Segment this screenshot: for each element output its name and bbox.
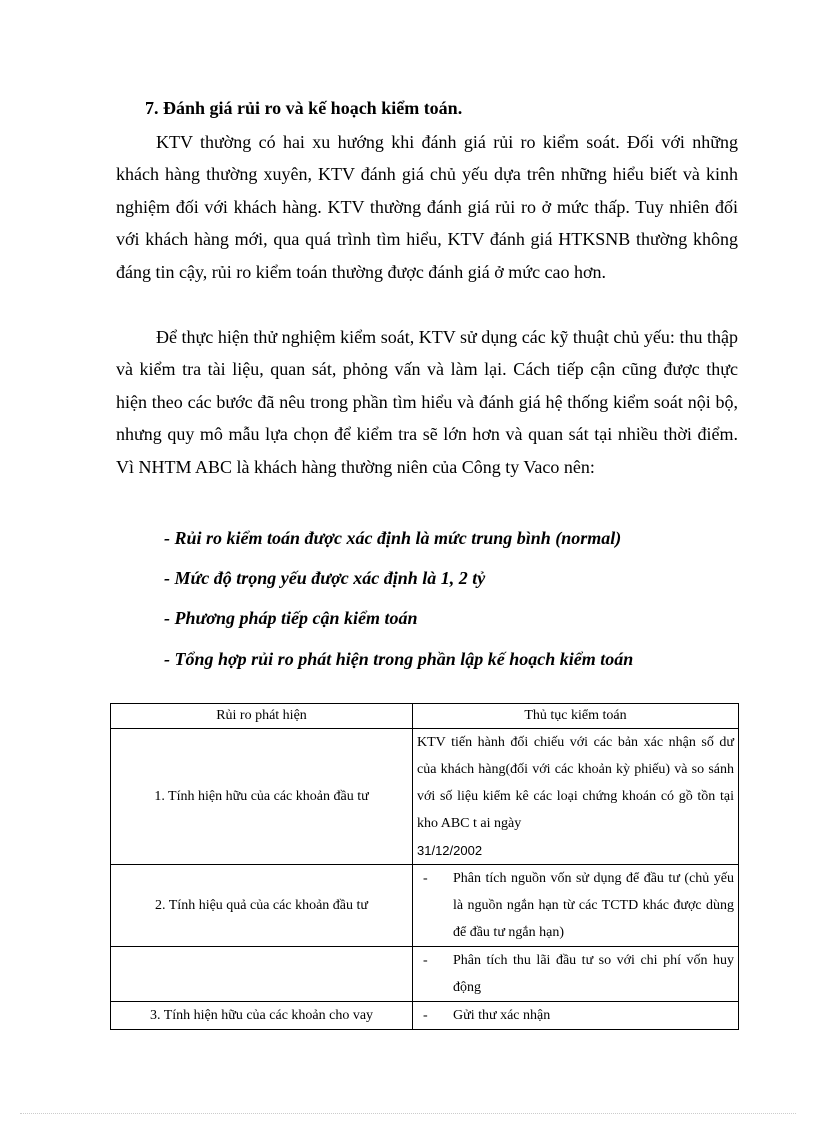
list-item [417, 865, 734, 946]
procedure-cell [413, 1002, 739, 1030]
procedure-text: Phân tích nguồn vốn sử dụng để đầu tư (chủ yếu là nguồn ngắn hạn từ các TCTD khác được dùng để đầu tư ngắn hạn) [453, 871, 734, 940]
list-item [417, 1002, 734, 1029]
bullet-risk-summary: - Tổng hợp rủi ro phát hiện trong phần lập kế hoạch kiểm toán [164, 649, 634, 669]
procedure-text: Gửi thư xác nhận [453, 1008, 551, 1023]
paragraph-risk-assessment: KTV thường có hai xu hướng khi đánh giá rủi ro kiểm soát. Đối với những khách hàng thường xuyên, KTV đánh giá chủ yếu dựa trên những hiểu biết và kinh nghiệm đối với khách hàng. KTV thường đánh giá rủi ro ở mức thấp. Tuy nhiên đối với khách hàng mới, qua quá trình tìm hiểu, KTV đánh giá HTKSNB thường không đáng tin cậy, rủi ro kiểm toán thường được đánh giá ở mức cao hơn. [116, 132, 738, 282]
procedure-cell [413, 947, 739, 1002]
risk-cell: 3. Tính hiện hữu của các khoản cho vay [111, 1002, 413, 1030]
risk-procedure-table [110, 703, 739, 1030]
procedure-cell [413, 729, 739, 865]
table-row [111, 1002, 739, 1030]
header-procedure: Thủ tục kiểm toán [413, 704, 739, 729]
risk-cell: 1. Tính hiện hữu của các khoản đầu tư [111, 729, 413, 865]
page-footer-divider [20, 1113, 796, 1114]
section-heading: 7. Đánh giá rủi ro và kế hoạch kiểm toán. [145, 98, 463, 118]
table-row [111, 947, 739, 1002]
risk-cell: 2. Tính hiệu quả của các khoản đầu tư [111, 865, 413, 947]
procedure-text: Phân tích thu lãi đầu tư so với chi phí vốn huy động [453, 953, 734, 995]
table-header-row [111, 704, 739, 729]
list-item [417, 947, 734, 1001]
bullet-materiality: - Mức độ trọng yếu được xác định là 1, 2 tỷ [164, 568, 486, 588]
procedure-text: KTV tiến hành đối chiếu với các bản xác nhận số dư của khách hàng(đối với các khoản kỳ phiếu) và so sánh với số liệu kiểm kê các loại chứng khoán có gồ tồn tại kho ABC t ai ngày [417, 735, 734, 831]
table-row [111, 865, 739, 947]
header-risk: Rủi ro phát hiện [111, 704, 413, 729]
procedure-cell [413, 865, 739, 947]
bullet-audit-approach: - Phương pháp tiếp cận kiểm toán [164, 608, 418, 628]
dash-marker: - [423, 953, 428, 968]
bullet-audit-risk: - Rủi ro kiểm toán được xác định là mức trung bình (normal) [164, 528, 622, 548]
dash-marker: - [423, 1008, 428, 1023]
risk-cell [111, 947, 413, 1002]
paragraph-control-testing: Để thực hiện thử nghiệm kiểm soát, KTV sử dụng các kỹ thuật chủ yếu: thu thập và kiểm tra tài liệu, quan sát, phỏng vấn và làm lại. Cách tiếp cận cũng được thực hiện theo các bước đã nêu trong phần tìm hiểu và đánh giá hệ thống kiểm soát nội bộ, nhưng quy mô mẫu lựa chọn để kiểm tra sẽ lớn hơn và quan sát tại nhiều thời điểm. Vì NHTM ABC là khách hàng thường niên của Công ty Vaco nên: [116, 327, 738, 477]
dash-marker: - [423, 871, 428, 886]
table-row [111, 729, 739, 865]
procedure-date: 31/12/2002 [417, 843, 483, 858]
